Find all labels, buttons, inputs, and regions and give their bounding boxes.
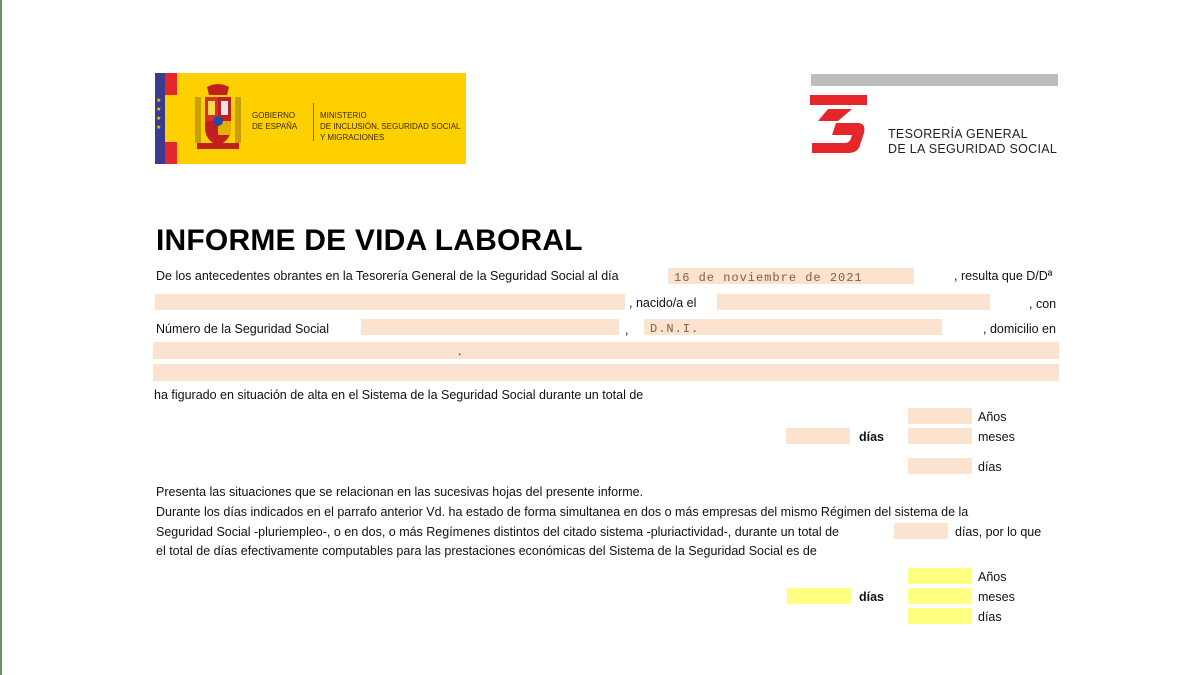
- computable-days-total-label: días: [859, 590, 885, 604]
- nss-comma: ,: [625, 323, 629, 337]
- pluri-text-line-2: Durante los días indicados en el parrafo anterior Vd. ha estado de forma simultanea en dos o más empresas del mismo Régimen del sistema de la: [156, 505, 969, 519]
- coat-of-arms-icon: [193, 83, 243, 157]
- domicilio-text: , domicilio en: [983, 322, 1056, 336]
- alta-days-total-label: días: [859, 430, 885, 444]
- ministerio-line-1: MINISTERIO: [320, 111, 367, 120]
- document-title: INFORME DE VIDA LABORAL: [156, 224, 583, 257]
- alta-months-label: meses: [978, 430, 1015, 444]
- alta-years-field[interactable]: [908, 408, 972, 424]
- date-value: 16 de noviembre de 2021: [674, 271, 863, 285]
- gobierno-text: [252, 110, 297, 132]
- resulta-text: , resulta que D/Dª: [954, 269, 1053, 283]
- computable-days-field[interactable]: [908, 608, 972, 624]
- ministerio-text: [320, 110, 460, 143]
- flag-red-bottom: [165, 142, 177, 164]
- flag-red-top: [165, 73, 177, 95]
- nss-field[interactable]: [361, 319, 619, 335]
- computable-days-label: días: [978, 610, 1002, 624]
- computable-months-label: meses: [978, 590, 1015, 604]
- alta-years-label: Años: [978, 410, 1007, 424]
- name-field[interactable]: [155, 294, 625, 310]
- address-dot: .: [458, 344, 462, 358]
- address-field-2[interactable]: [153, 364, 1059, 381]
- alta-months-field[interactable]: [908, 428, 972, 444]
- pluri-text-por-lo-que: días, por lo que: [955, 525, 1042, 539]
- ministerio-line-3: Y MIGRACIONES: [320, 133, 385, 142]
- alta-text: ha figurado en situación de alta en el Sistema de la Seguridad Social durante un total de: [154, 388, 644, 402]
- alta-days-field[interactable]: [908, 458, 972, 474]
- computable-years-field[interactable]: [908, 568, 972, 584]
- tgss-name: [888, 127, 1057, 157]
- pluri-text-line-4: el total de días efectivamente computables para las prestaciones económicas del Sistema de la Seguridad Social es de: [156, 544, 817, 558]
- ministerio-line-2: DE INCLUSIÓN, SEGURIDAD SOCIAL: [320, 122, 461, 131]
- nacido-text: , nacido/a el: [629, 296, 697, 310]
- birthdate-field[interactable]: [717, 294, 990, 310]
- computable-days-total-field[interactable]: [787, 588, 851, 604]
- gobierno-line-2: DE ESPAÑA: [252, 122, 298, 131]
- address-field-1[interactable]: [153, 342, 1059, 359]
- logo-divider: [313, 103, 314, 141]
- tgss-line-1: TESORERÍA GENERAL: [888, 127, 1028, 141]
- intro-text: De los antecedentes obrantes en la Tesorería General de la Seguridad Social al día: [156, 269, 619, 283]
- tgss-logo-icon: [810, 95, 870, 155]
- nss-label: Número de la Seguridad Social: [156, 322, 330, 336]
- presenta-text: Presenta las situaciones que se relacionan en las sucesivas hojas del presente informe.: [156, 485, 644, 499]
- con-text: , con: [1029, 297, 1057, 311]
- eu-stars-icon: ★ ★ ★ ★: [156, 98, 162, 131]
- page-edge: [0, 0, 2, 675]
- pluri-text-line-3: Seguridad Social -pluriempleo-, o en dos, o más Regímenes distintos del citado sistema -pluriactividad-, durante un total de: [156, 525, 840, 539]
- computable-months-field[interactable]: [908, 588, 972, 604]
- tgss-grey-bar: [811, 74, 1058, 86]
- dni-value: D.N.I.: [650, 322, 700, 336]
- computable-years-label: Años: [978, 570, 1007, 584]
- dni-field[interactable]: [644, 319, 942, 335]
- gobierno-logo: [155, 73, 466, 164]
- tgss-line-2: DE LA SEGURIDAD SOCIAL: [888, 142, 1058, 156]
- alta-days-label: días: [978, 460, 1002, 474]
- alta-days-total-field[interactable]: [786, 428, 850, 444]
- pluri-days-field[interactable]: [894, 523, 948, 539]
- gobierno-line-1: GOBIERNO: [252, 111, 296, 120]
- date-field[interactable]: [668, 268, 914, 284]
